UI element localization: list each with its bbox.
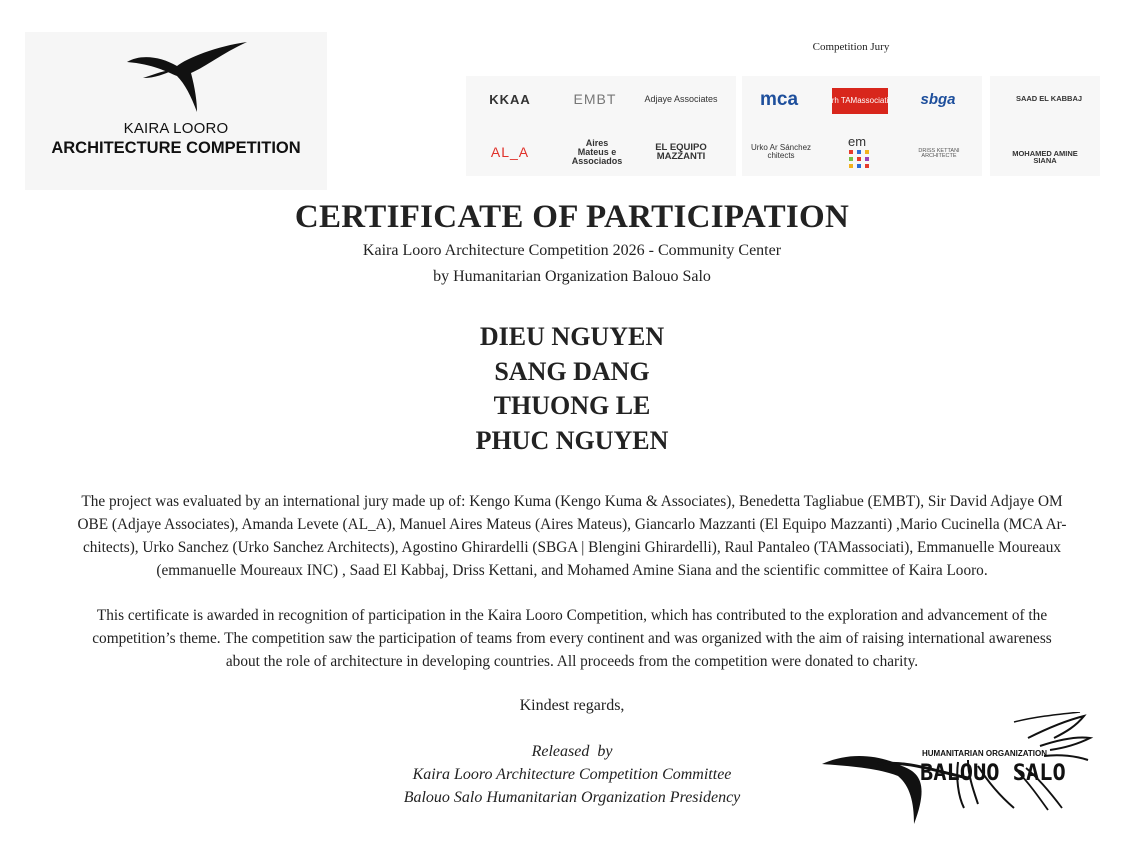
paragraph-line: (emmanuelle Moureaux INC) , Saad El Kabbaj, Driss Kettani, and Mohamed Amine Siana and the scientific committee of Kaira Looro.	[156, 562, 988, 579]
jury-logo-em	[846, 134, 876, 172]
participant-name: DIEU NGUYEN	[479, 322, 665, 351]
logo-title-line1: KAIRA LOORO	[123, 120, 229, 137]
certificate-subtitle: Kaira Looro Architecture Competition 2026 - Community Center	[362, 242, 782, 259]
released-by: Released by	[531, 743, 613, 760]
em-logo-text: em	[848, 134, 867, 149]
jury-logo-sbga: sbga	[920, 90, 956, 108]
jury-logo-el-equipo: EL EQUIPO MAZZANTI	[655, 141, 707, 162]
signoff-presidency: Balouo Salo Humanitarian Organization Presidency	[403, 789, 741, 806]
certificate-title: CERTIFICATE OF PARTICIPATION	[294, 199, 850, 235]
jury-logo-adjaye: Adjaye Associates	[644, 93, 718, 104]
jury-logo-mohamed: MOHAMED AMINE SIANA	[1012, 148, 1078, 165]
signoff-committee: Kaira Looro Architecture Competition Committee	[412, 766, 732, 783]
signoff-block	[372, 740, 772, 809]
jury-logo-embt: EMBT	[573, 91, 617, 107]
certificate-organizer: by Humanitarian Organization Balouo Salo	[433, 268, 711, 285]
jury-logo-tam: rh TAMassociati	[832, 88, 888, 114]
kaira-looro-logo	[25, 32, 327, 190]
swift-bird-icon	[125, 40, 255, 115]
jury-logo-aires-mateus: Aires Mateus e Associados	[571, 137, 623, 166]
paragraph-line: competition’s theme. The competition saw the participation of teams from every continent and was organized with the aim of raising international awareness	[92, 630, 1052, 647]
paragraph-line: OBE (Adjaye Associates), Amanda Levete (AL_A), Manuel Aires Mateus (Aires Mateus), Giancarlo Mazzanti (El Equipo Mazzanti) ,Mario Cucinella (MCA Ar-	[77, 516, 1067, 533]
participant-names	[0, 320, 1144, 458]
jury-paragraph	[28, 490, 1116, 582]
jury-logo-saad: SAAD EL KABBAJ	[1015, 94, 1083, 104]
paragraph-line: This certificate is awarded in recognition of participation in the Kaira Looro Competition, which has contributed to the exploration and advancement of the	[96, 607, 1048, 624]
logo-title-line2: ARCHITECTURE COMPETITION	[51, 139, 301, 157]
stamp-main-text: BALOUO SALO	[920, 761, 1066, 786]
participant-name: SANG DANG	[494, 356, 650, 386]
award-paragraph	[28, 604, 1116, 673]
paragraph-line: about the role of architecture in developing countries. All proceeds from the competition were donated to charity.	[225, 653, 919, 670]
jury-logo-mca: mca	[759, 88, 799, 110]
stamp-top-text: HUMANITARIAN ORGANIZATION	[922, 749, 1048, 758]
jury-logo-driss: DRISS KETTANI ARCHITECTE	[918, 147, 960, 159]
regards-text: Kindest regards,	[519, 697, 625, 714]
jury-title: Competition Jury	[812, 41, 890, 53]
balouo-salo-logo-icon	[818, 712, 1098, 830]
participant-name: PHUC NGUYEN	[475, 425, 669, 455]
jury-logo-al-a: AL_A	[490, 144, 530, 160]
paragraph-line: The project was evaluated by an international jury made up of: Kengo Kuma (Kengo Kuma & Associates), Benedetta Tagliabue (EMBT), Sir David Adjaye OM	[81, 493, 1063, 510]
jury-logo-kkaa: KKAA	[489, 91, 531, 107]
participant-name: THUONG LE	[493, 391, 651, 420]
paragraph-line: chitects), Urko Sanchez (Urko Sanchez Architects), Agostino Ghirardelli (SBGA | Blengini Ghirardelli), Raul Pantaleo (TAMassociati), Emmanuelle Moureaux	[82, 539, 1062, 556]
jury-logo-urko: Urko Ar Sánchez chitects	[750, 143, 812, 160]
